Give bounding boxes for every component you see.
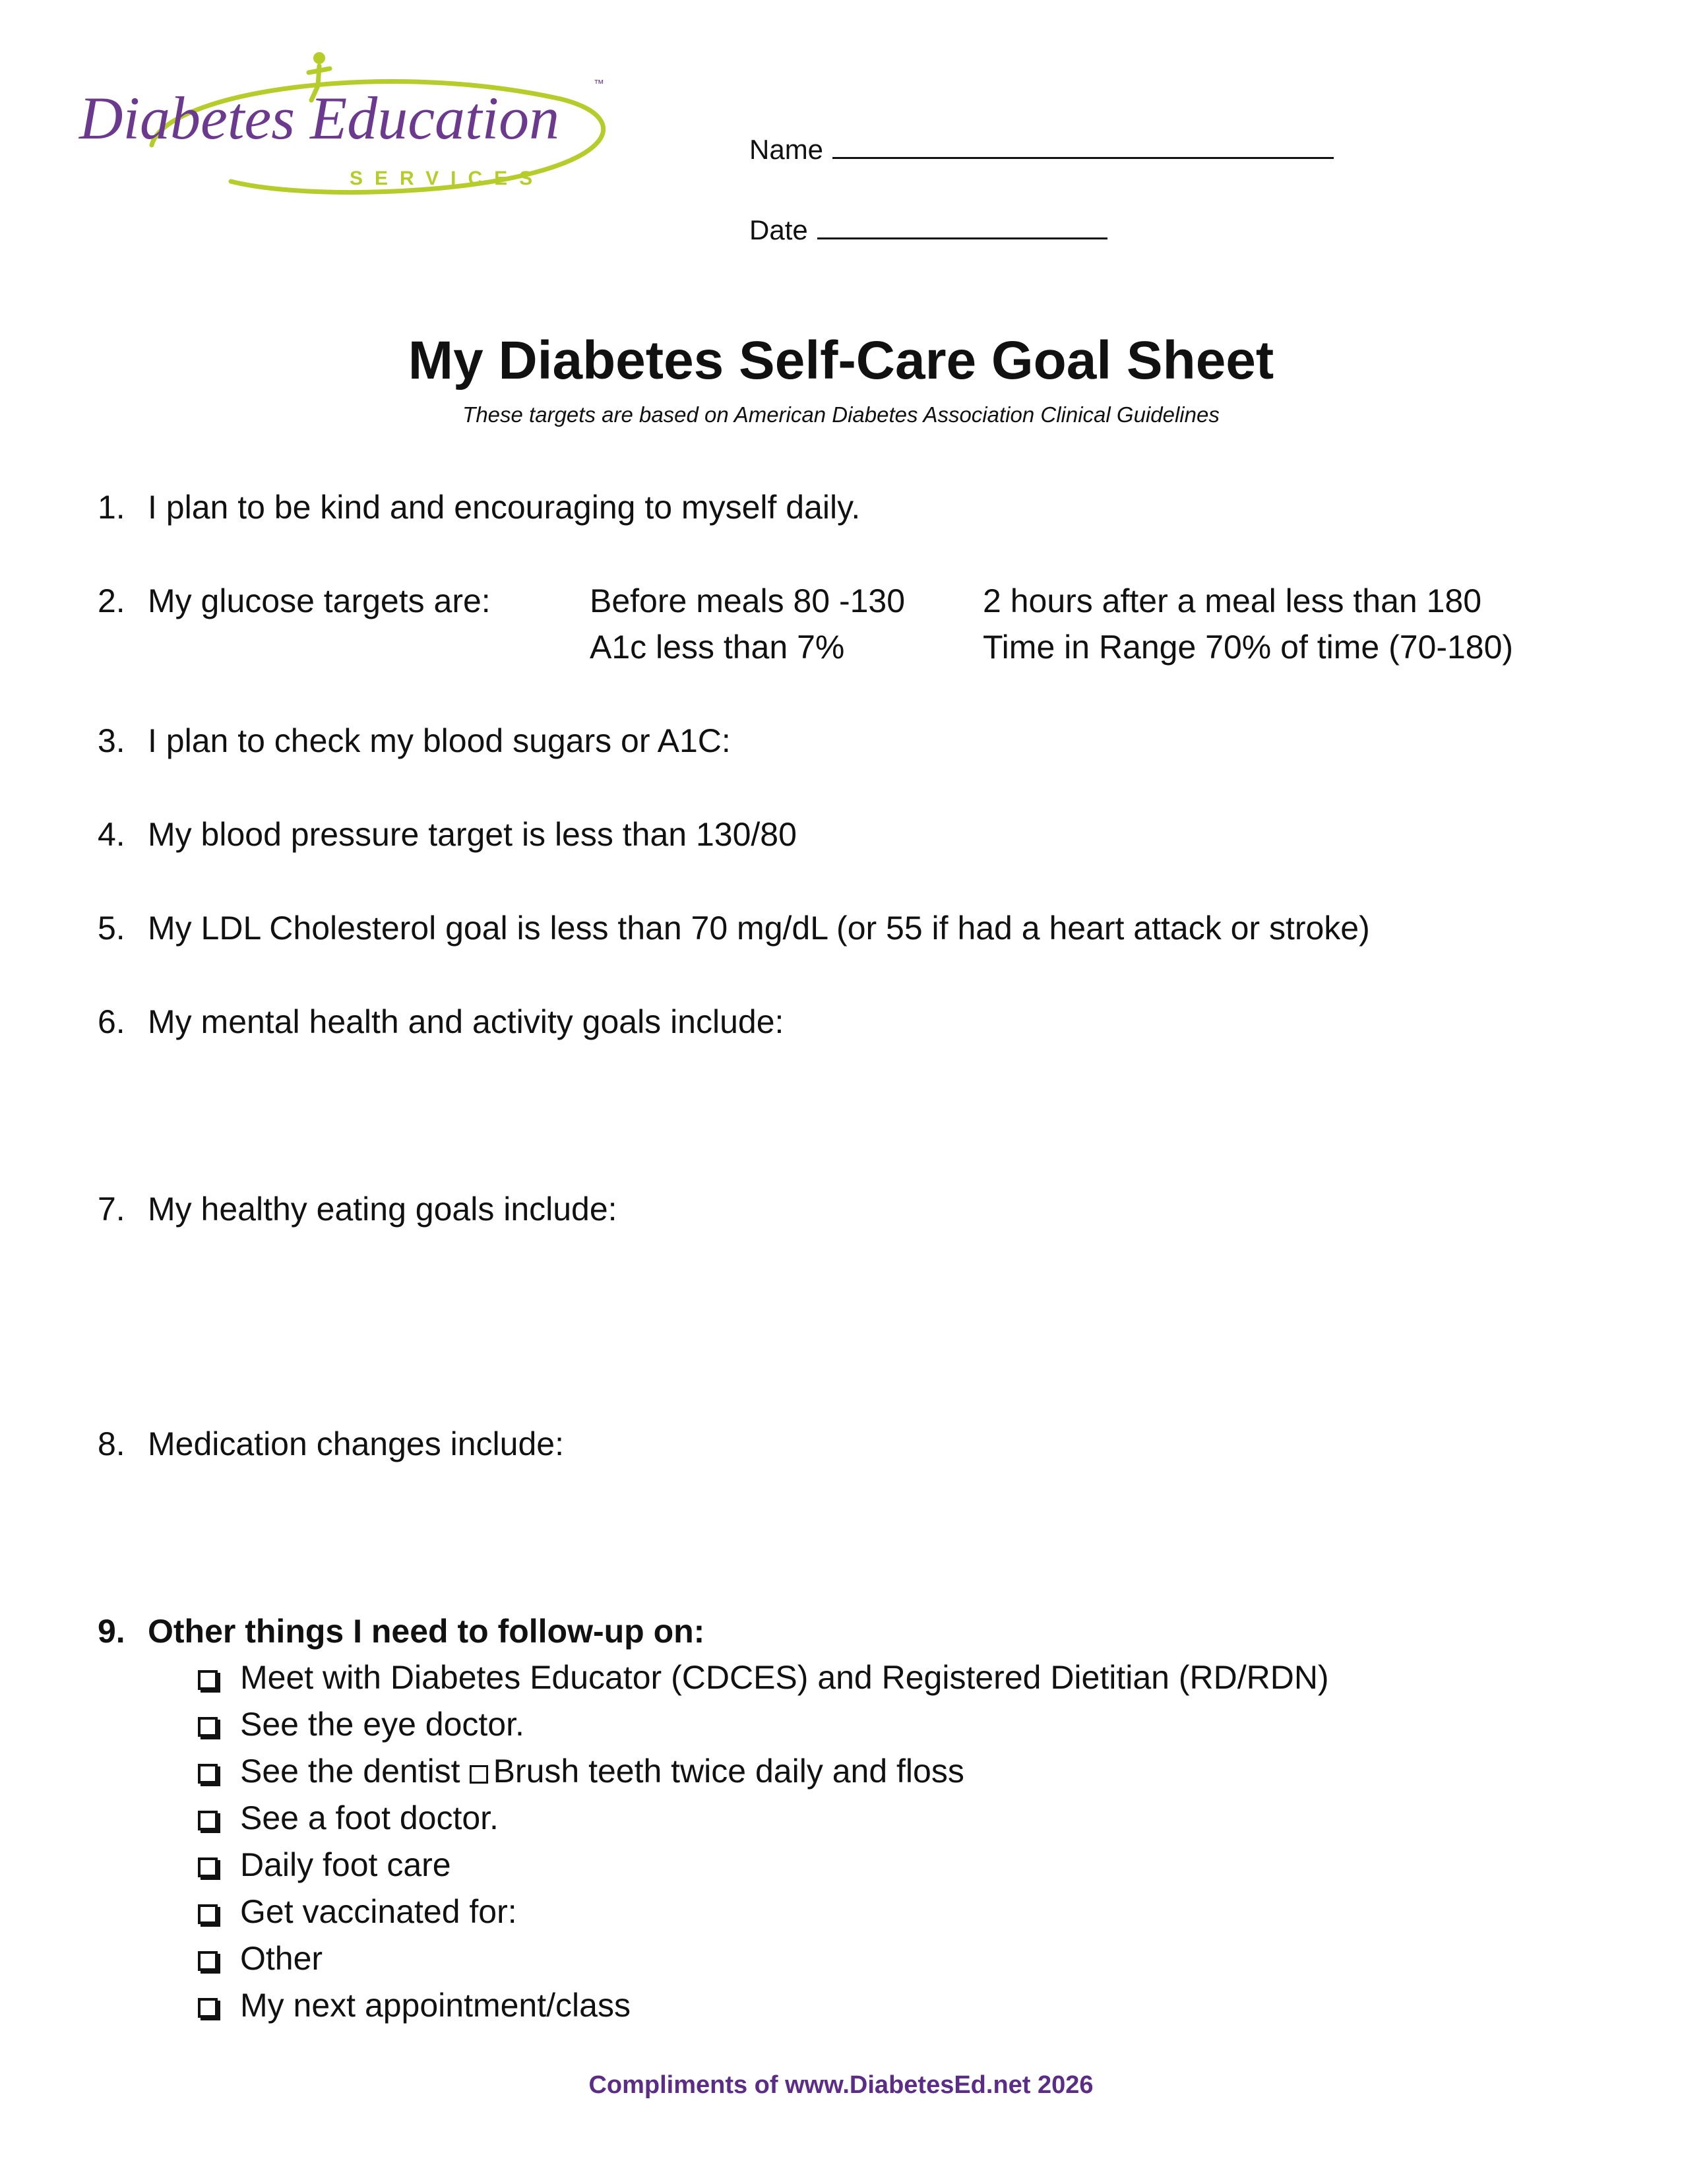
item-number: 7. <box>98 1191 125 1228</box>
footer-credit: Compliments of www.DiabetesEd.net 2026 <box>588 2071 1094 2099</box>
name-label: Name <box>749 134 824 165</box>
checklist-item-vaccinated[interactable] <box>198 1892 517 1931</box>
checkbox-icon[interactable] <box>198 1951 218 1971</box>
item-number: 8. <box>98 1425 125 1462</box>
date-field[interactable] <box>749 212 1107 246</box>
checklist-item-other[interactable] <box>198 1939 323 1978</box>
item-number: 3. <box>98 722 125 759</box>
item-number: 2. <box>98 582 125 619</box>
checkbox-icon[interactable] <box>198 1857 218 1877</box>
name-field[interactable] <box>749 132 1334 166</box>
item-number: 9. <box>98 1613 125 1650</box>
checklist-item-eye-doctor[interactable] <box>198 1705 524 1743</box>
target-a1c: A1c less than 7% <box>590 629 845 666</box>
name-line[interactable] <box>832 132 1334 159</box>
checkbox-icon[interactable] <box>198 1904 218 1924</box>
checklist-item-foot-doctor[interactable] <box>198 1799 499 1837</box>
checkbox-icon[interactable] <box>198 1717 218 1737</box>
page-subtitle: These targets are based on American Diabetes Association Clinical Guidelines <box>462 402 1220 427</box>
checklist-item-foot-care[interactable] <box>198 1846 451 1884</box>
checklist-label: My next appointment/class <box>240 1987 631 2024</box>
checklist-label: See the eye doctor. <box>240 1706 524 1743</box>
diabetes-education-logo <box>73 46 627 204</box>
date-line[interactable] <box>817 212 1107 239</box>
item-number: 6. <box>98 1003 125 1040</box>
target-before-meals: Before meals 80 -130 <box>590 582 906 619</box>
checkbox-icon[interactable] <box>198 1670 218 1690</box>
checkbox-icon[interactable] <box>198 1811 218 1830</box>
item-text: My LDL Cholesterol goal is less than 70 mg/dL (or 55 if had a heart attack or stroke) <box>148 910 1370 947</box>
checklist-item-educator[interactable] <box>198 1658 1329 1697</box>
checklist-label: Daily foot care <box>240 1846 451 1883</box>
page-title: My Diabetes Self-Care Goal Sheet <box>408 330 1274 390</box>
checklist-item-dentist[interactable] <box>198 1752 964 1790</box>
item-number: 1. <box>98 489 125 526</box>
item-text: My glucose targets are: <box>148 582 491 619</box>
item-text: I plan to be kind and encouraging to myself daily. <box>148 489 861 526</box>
item-text: Medication changes include: <box>148 1425 564 1462</box>
logo-trademark: ™ <box>594 78 604 90</box>
item-text: Other things I need to follow-up on: <box>148 1613 705 1650</box>
logo-word-education: Education <box>310 84 560 152</box>
checkbox-icon[interactable] <box>470 1765 488 1784</box>
date-label: Date <box>749 214 808 245</box>
logo-word-diabetes: Diabetes <box>79 84 296 152</box>
checkbox-icon[interactable] <box>198 1998 218 2018</box>
item-text: I plan to check my blood sugars or A1C: <box>148 722 731 759</box>
checklist-label-brush-teeth: Brush teeth twice daily and floss <box>493 1753 964 1790</box>
checklist-label: See a foot doctor. <box>240 1799 499 1836</box>
item-number: 4. <box>98 816 125 853</box>
checklist-label: See the dentist <box>240 1753 460 1790</box>
target-after-meal: 2 hours after a meal less than 180 <box>983 582 1482 619</box>
item-text: My blood pressure target is less than 130/80 <box>148 816 797 853</box>
checklist-item-next-appointment[interactable] <box>198 1986 631 2024</box>
logo-tagline: SERVICES <box>350 168 545 189</box>
checkbox-icon[interactable] <box>198 1764 218 1784</box>
target-time-in-range: Time in Range 70% of time (70-180) <box>983 629 1514 666</box>
checklist-label: Get vaccinated for: <box>240 1893 517 1930</box>
item-text: My healthy eating goals include: <box>148 1191 617 1228</box>
item-text: My mental health and activity goals include: <box>148 1003 784 1040</box>
checklist-label: Meet with Diabetes Educator (CDCES) and Registered Dietitian (RD/RDN) <box>240 1659 1329 1696</box>
checklist-label: Other <box>240 1940 323 1977</box>
item-number: 5. <box>98 910 125 947</box>
